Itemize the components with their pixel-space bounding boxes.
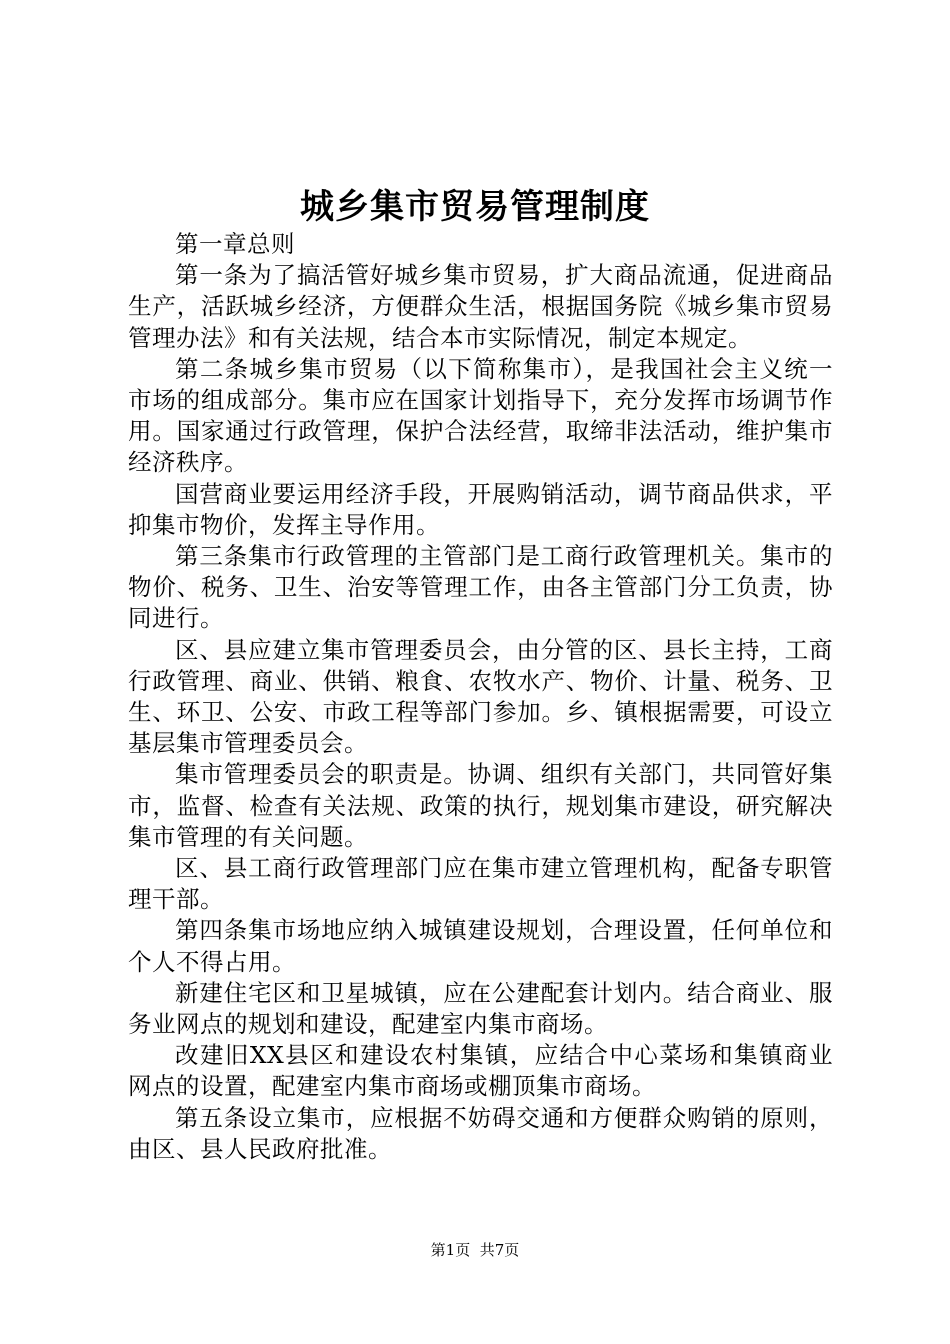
paragraph-article-3-duties: 集市管理委员会的职责是。协调、组织有关部门，共同管好集市，监督、检查有关法规、政策的执行，规划集市建设，研究解决集市管理的有关问题。 — [128, 760, 833, 851]
page-total: 共7页 — [479, 1241, 520, 1259]
paragraph-article-4: 第四条集市场地应纳入城镇建设规划，合理设置，任何单位和个人不得占用。 — [128, 916, 833, 976]
paragraph-article-3-agencies: 区、县工商行政管理部门应在集市建立管理机构，配备专职管理干部。 — [128, 854, 833, 914]
paragraph-article-1: 第一条为了搞活管好城乡集市贸易，扩大商品流通，促进商品生产，活跃城乡经济，方便群众生活，根据国务院《城乡集市贸易管理办法》和有关法规，结合本市实际情况，制定本规定。 — [128, 261, 833, 352]
paragraph-article-2: 第二条城乡集市贸易（以下简称集市），是我国社会主义统一市场的组成部分。集市应在国家计划指导下，充分发挥市场调节作用。国家通过行政管理，保护合法经营，取缔非法活动，维护集市经济秩序。 — [128, 354, 833, 477]
paragraph-article-3: 第三条集市行政管理的主管部门是工商行政管理机关。集市的物价、税务、卫生、治安等管理工作，由各主管部门分工负责，协同进行。 — [128, 542, 833, 633]
paragraph-article-5: 第五条设立集市，应根据不妨碍交通和方便群众购销的原则，由区、县人民政府批准。 — [128, 1103, 833, 1163]
page-number: 第1页 — [430, 1241, 471, 1259]
paragraph-article-2-state-commerce: 国营商业要运用经济手段，开展购销活动，调节商品供求，平抑集市物价，发挥主导作用。 — [128, 479, 833, 539]
paragraph-article-4-new-areas: 新建住宅区和卫星城镇，应在公建配套计划内。结合商业、服务业网点的规划和建设，配建室内集市商场。 — [128, 978, 833, 1039]
paragraph-article-3-committee: 区、县应建立集市管理委员会，由分管的区、县长主持，工商行政管理、商业、供销、粮食、农牧水产、物价、计量、税务、卫生、环卫、公安、市政工程等部门参加。乡、镇根据需要，可设立基层集市管理委员会。 — [128, 635, 833, 758]
page-footer — [0, 1238, 950, 1262]
document-body — [128, 229, 833, 1165]
footer-separator — [470, 1241, 480, 1259]
paragraph-article-4-renovation: 改建旧XX县区和建设农村集镇，应结合中心菜场和集镇商业网点的设置，配建室内集市商场或棚顶集市商场。 — [128, 1041, 833, 1101]
document-title: 城乡集市贸易管理制度 — [300, 187, 650, 227]
paragraph-chapter-heading: 第一章总则 — [175, 230, 295, 258]
